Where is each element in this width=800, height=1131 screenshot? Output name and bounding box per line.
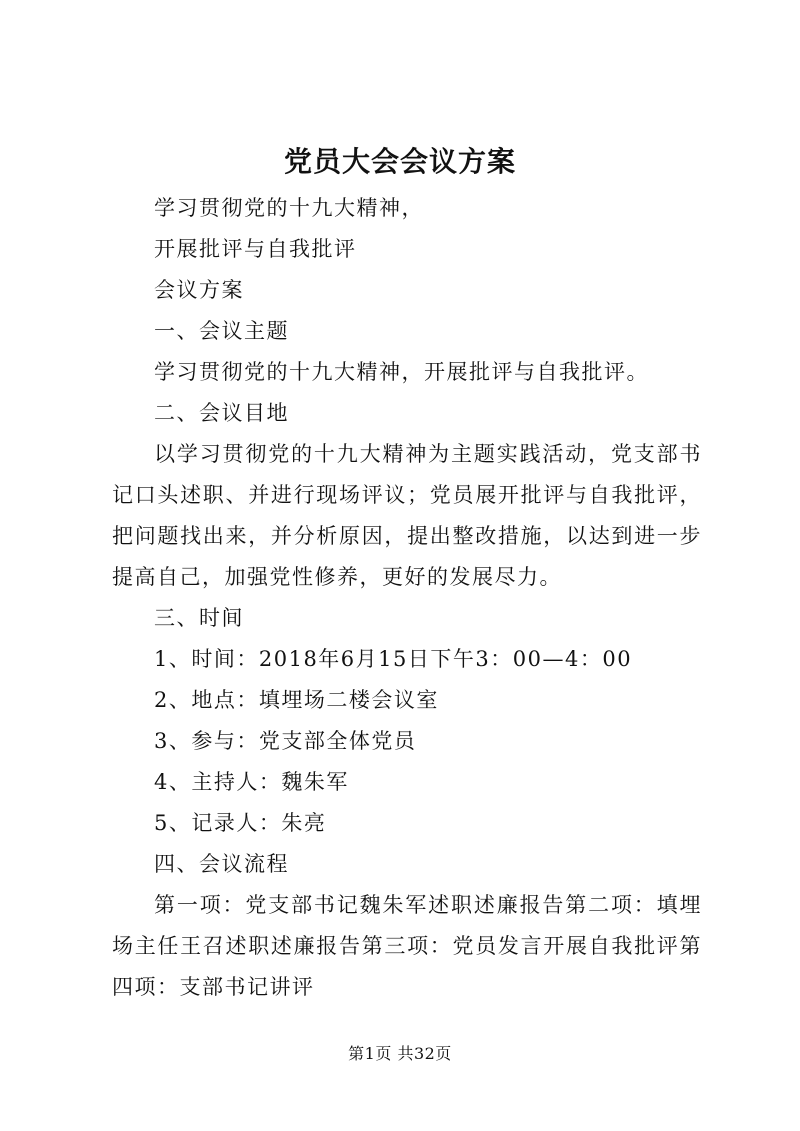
- section-heading-purpose: 二、会议目地: [154, 401, 289, 425]
- page-footer: 第1页 共32页: [348, 1044, 452, 1063]
- host-item: 4、主持人：魏朱军: [154, 770, 349, 794]
- section-heading-time: 三、时间: [154, 606, 244, 630]
- theme-text: 学习贯彻党的十九大精神，开展批评与自我批评。: [154, 360, 649, 384]
- section-label-plan: 会议方案: [154, 278, 244, 302]
- process-text: 第一项：党支部书记魏朱军述职述廉报告第二项：填埋场主任王召述职述廉报告第三项：党员发言开展自我批评第四项：支部书记讲评: [112, 893, 702, 999]
- intro-line-1: 学习贯彻党的十九大精神，: [154, 196, 424, 220]
- document-title: 党员大会会议方案: [283, 145, 516, 178]
- location-item: 2、地点：填埋场二楼会议室: [154, 688, 439, 712]
- intro-line-2: 开展批评与自我批评: [154, 237, 357, 261]
- section-heading-theme: 一、会议主题: [154, 319, 289, 343]
- time-item: 1、时间：2018年6月15日下午3：00—4：00: [154, 647, 633, 671]
- recorder-item: 5、记录人：朱亮: [154, 811, 327, 835]
- participants-item: 3、参与：党支部全体党员: [154, 729, 417, 753]
- document-body: [112, 188, 702, 1008]
- purpose-text: 以学习贯彻党的十九大精神为主题实践活动，党支部书记口头述职、并进行现场评议；党员展开批评与自我批评，把问题找出来，并分析原因，提出整改措施，以达到进一步提高自己，加强党性修养，更好的发展尽力。: [112, 442, 702, 589]
- section-heading-process: 四、会议流程: [154, 852, 289, 876]
